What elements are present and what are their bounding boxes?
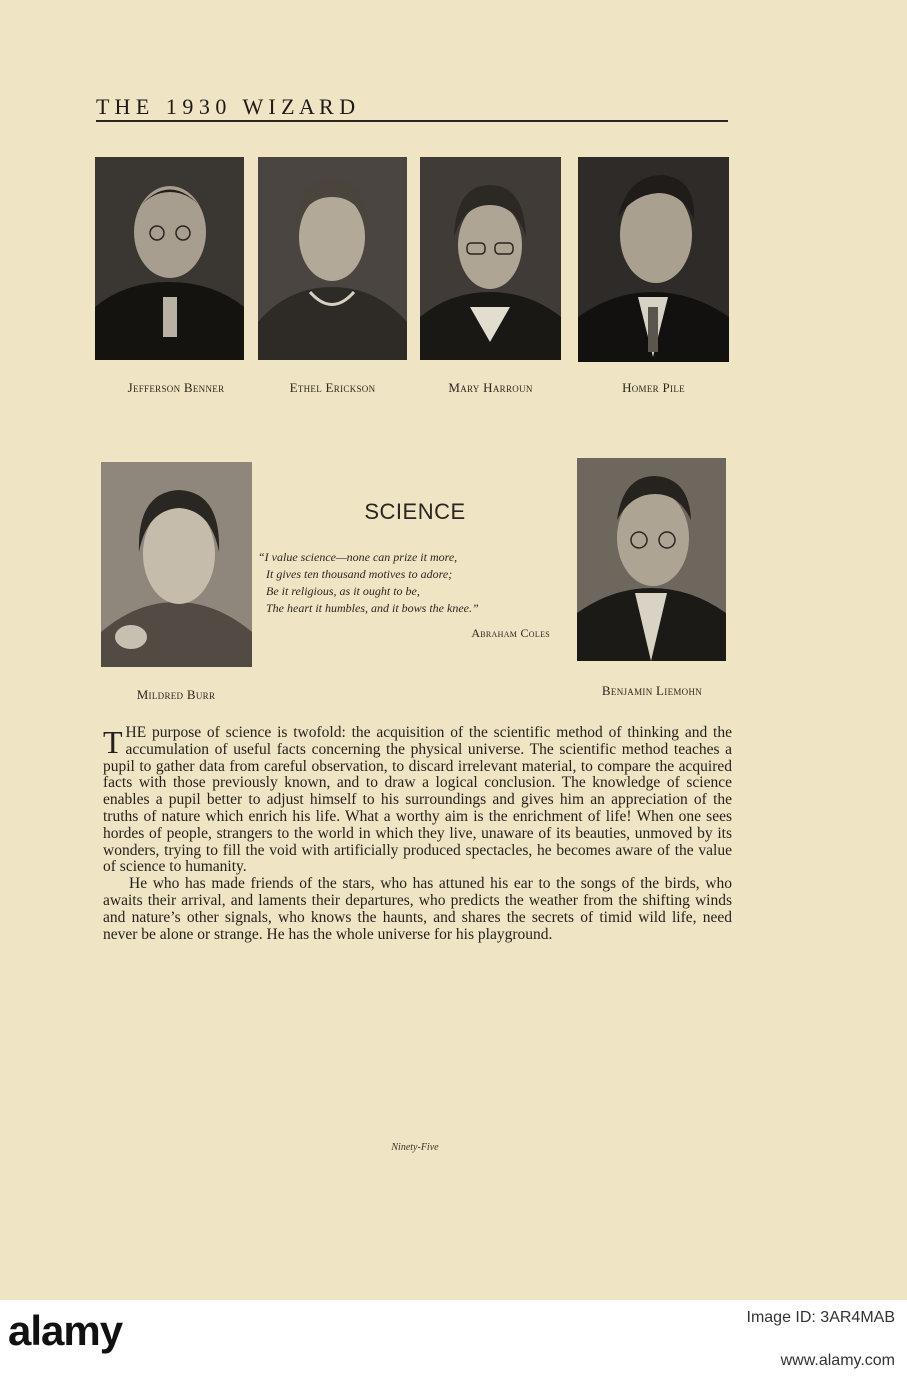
watermark-image-id: Image ID: 3AR4MAB: [746, 1309, 895, 1326]
caption-mary-harroun: Mary Harroun: [448, 380, 533, 395]
quote-line: “I value science—none can prize it more,: [258, 550, 458, 564]
portrait-ethel-erickson: [258, 157, 407, 360]
body-text: [103, 725, 732, 943]
body-paragraph: [103, 725, 732, 876]
quote-attribution: Abraham Coles: [471, 626, 550, 640]
portrait-jefferson-benner: [95, 157, 244, 360]
portrait-benjamin-liemohn: [577, 458, 726, 661]
quote-line: It gives ten thousand motives to adore;: [266, 567, 453, 581]
epigraph-quote: [258, 549, 558, 617]
quote-line: Be it religious, as it ought to be,: [266, 584, 420, 598]
portrait-homer-pile: [578, 157, 729, 362]
page-number: Ninety-Five: [391, 1142, 439, 1153]
quote-line: The heart it humbles, and it bows the knee.”: [266, 601, 479, 615]
paragraph-1-text: HE purpose of science is twofold: the acquisition of the scientific method of thinking and the accumulation of useful facts concerning the physical universe. The scientific method teaches a pupil to gather data from careful observation, to discard irrelevant material, to compare the acquired facts with those previously known, and to draw a logical conclusion. The knowledge of science enables a pupil better to adjust himself to his surroundings and gives him an appreciation of the truths of nature which enrich his life. What a worthy aim is the enrichment of life! When one sees hordes of people, strangers to the world in which they live, unaware of its beauties, unmoved by its wonders, trying to fill the void with artificially produced spectacles, he becomes aware of the value of science to humanity.: [103, 724, 732, 876]
caption-mildred-burr: Mildred Burr: [136, 687, 216, 702]
caption-benjamin-liemohn: Benjamin Liemohn: [601, 683, 703, 698]
caption-ethel-erickson: Ethel Erickson: [289, 380, 376, 395]
watermark-url: www.alamy.com: [780, 1352, 895, 1369]
body-paragraph: He who has made friends of the stars, who has attuned his ear to the songs of the birds, who awaits their arrival, and laments their departures, who predicts the weather from the shifting winds and nature’s other signals, who knows the haunts, and shares the secrets of timid wild life, need never be alone or strange. He has the whole universe for his playground.: [103, 875, 732, 943]
drop-cap: T: [103, 724, 123, 760]
caption-homer-pile: Homer Pile: [622, 380, 685, 395]
section-title: SCIENCE: [364, 499, 466, 524]
page-header-title: T H E 1 9 3 0 W I Z A R D: [96, 94, 356, 119]
caption-jefferson-benner: Jefferson Benner: [127, 380, 225, 395]
watermark-logo: alamy: [8, 1307, 123, 1354]
portrait-mildred-burr: [101, 462, 252, 667]
header-rule: [96, 120, 728, 122]
portrait-mary-harroun: [420, 157, 561, 360]
